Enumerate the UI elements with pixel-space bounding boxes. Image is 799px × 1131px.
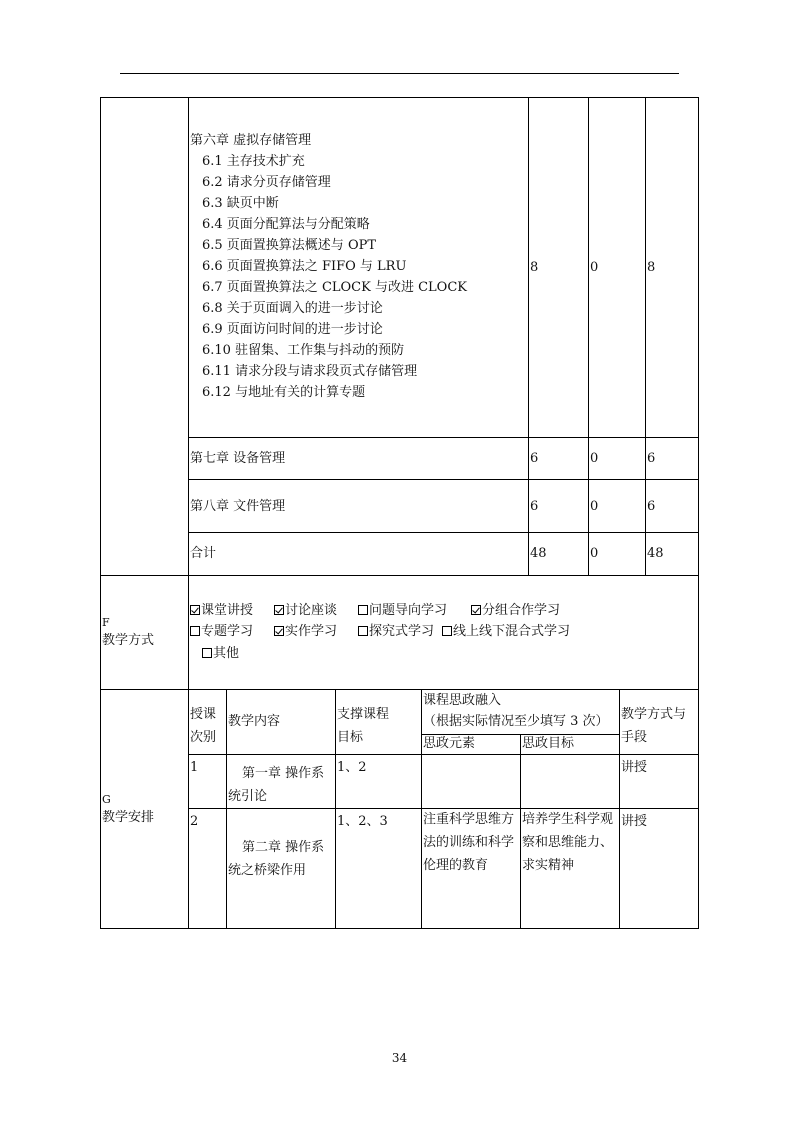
method-option-label: 专题学习 [201,624,254,639]
chapter7-title: 第七章 设备管理 [190,451,286,466]
section-item: 6.12 与地址有关的计算专题 [202,385,366,400]
method-option-label: 实作学习 [285,624,338,639]
total-hours: 48 [647,546,664,561]
header-rule [120,73,679,74]
section-g-label: 教学安排 [102,810,155,825]
checkbox-icon[interactable] [442,626,452,636]
row-session: 1 [190,760,199,775]
method-option[interactable] [358,603,447,619]
method-option[interactable] [274,603,337,619]
checkbox-icon[interactable] [274,626,284,636]
section-f-code: F [102,616,110,629]
total-lecture-hours: 48 [530,546,547,561]
row-method: 讲授 [621,760,648,775]
section-f-label: 教学方式 [102,633,155,648]
header-ideology: 课程思政融入 [423,693,502,708]
row-method: 讲授 [621,814,648,829]
row-element: 注重科学思维方法的训练和科学伦理的教育 [423,812,515,873]
section-item: 6.11 请求分段与请求段页式存储管理 [202,364,418,379]
method-option-label: 课堂讲授 [201,603,254,618]
page-number: 34 [391,1051,408,1065]
chapter6-lecture-hours: 8 [530,260,539,275]
method-option-label: 讨论座谈 [285,603,338,618]
checkbox-icon[interactable] [471,605,481,615]
section-item: 6.10 驻留集、工作集与抖动的预防 [202,343,405,358]
section-item: 6.6 页面置换算法之 FIFO 与 LRU [202,259,407,274]
row-session: 2 [190,814,199,829]
chapter6-lab-hours: 0 [590,260,599,275]
checkbox-icon[interactable] [358,605,368,615]
method-option[interactable] [471,603,560,619]
header-element: 思政元素 [423,736,476,751]
section-item: 6.8 关于页面调入的进一步讨论 [202,301,383,316]
method-option-label: 分组合作学习 [482,603,561,618]
method-option-label: 探究式学习 [369,624,435,639]
section-item: 6.1 主存技术扩充 [202,154,305,169]
method-option[interactable] [190,603,253,619]
chapter7-total-hours: 6 [647,451,656,466]
chapter6-total-hours: 8 [647,260,656,275]
method-option-label: 线上线下混合式学习 [453,624,571,639]
header-goal: 思政目标 [522,736,575,751]
method-option[interactable] [442,624,570,640]
section-item: 6.4 页面分配算法与分配策略 [202,217,370,232]
header-content: 教学内容 [228,714,281,729]
checkbox-icon[interactable] [202,648,212,658]
method-option[interactable] [190,624,253,640]
section-item: 6.3 缺页中断 [202,196,279,211]
chapter7-lecture-hours: 6 [530,451,539,466]
method-option-label: 其他 [213,646,240,661]
checkbox-icon[interactable] [190,605,200,615]
total-lab-hours: 0 [590,546,599,561]
section-item: 6.7 页面置换算法之 CLOCK 与改进 CLOCK [202,280,467,295]
checkbox-icon[interactable] [358,626,368,636]
header-support: 支撑课程目标 [337,707,390,745]
chapter7-lab-hours: 0 [590,451,599,466]
chapter8-lab-hours: 0 [590,499,599,514]
checkbox-icon[interactable] [190,626,200,636]
total-label: 合计 [190,546,217,561]
method-option[interactable] [274,624,337,640]
header-ideology-note: （根据实际情况至少填写 3 次） [423,714,609,729]
checkbox-icon[interactable] [274,605,284,615]
section-item: 6.5 页面置换算法概述与 OPT [202,238,377,253]
row-support: 1、2、3 [337,814,388,829]
section-item: 6.9 页面访问时间的进一步讨论 [202,322,383,337]
chapter8-total-hours: 6 [647,499,656,514]
section-g-code: G [102,793,111,806]
header-method: 教学方式与手段 [621,707,687,745]
row-goal: 培养学生科学观察和思维能力、求实精神 [522,812,614,873]
header-session: 授课次别 [190,707,217,745]
section-item: 6.2 请求分页存储管理 [202,175,331,190]
row-content: 第一章 操作系统引论 [228,766,325,804]
row-support: 1、2 [337,760,367,775]
chapter8-title: 第八章 文件管理 [190,499,286,514]
method-option[interactable] [202,646,239,662]
method-option[interactable] [358,624,434,640]
chapter6-title: 第六章 虚拟存储管理 [190,133,312,148]
method-option-label: 问题导向学习 [369,603,448,618]
chapter8-lecture-hours: 6 [530,499,539,514]
row-content: 第二章 操作系统之桥梁作用 [228,840,325,878]
